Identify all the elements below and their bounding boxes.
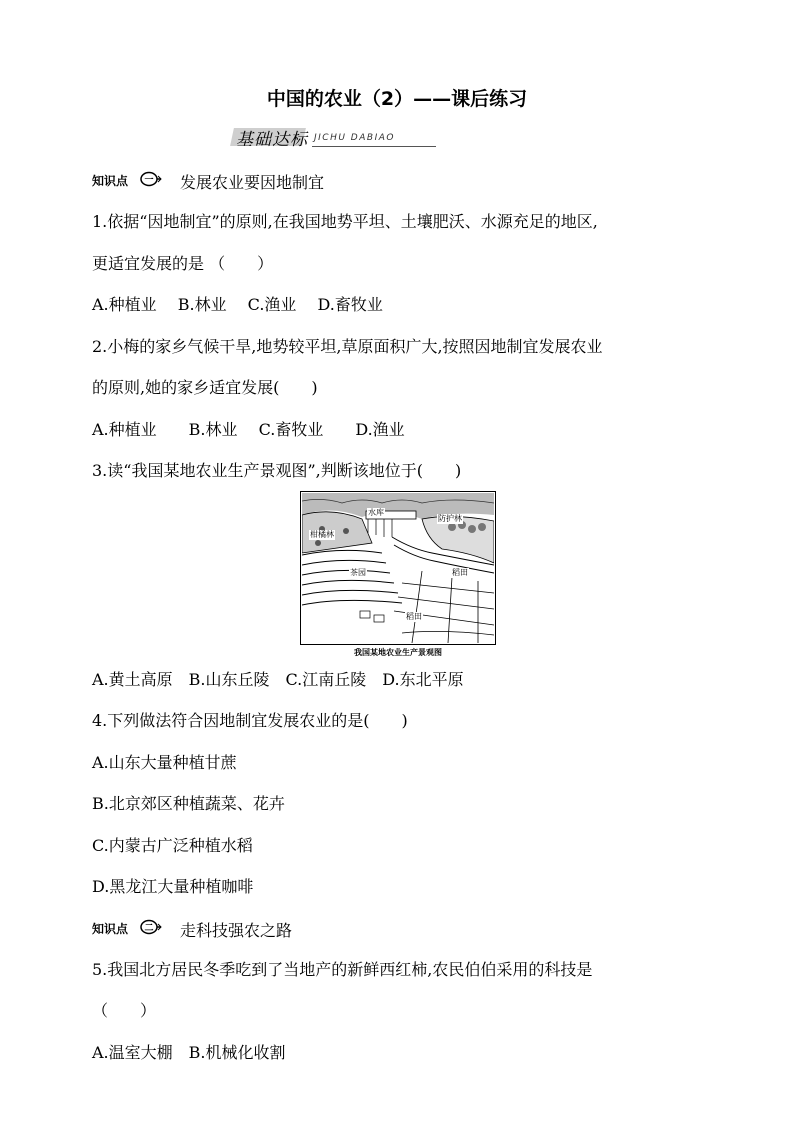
label-orange-grove: 柑橘林 [310,530,334,539]
kp-badge-icon [140,171,162,187]
q4-option-c: C.内蒙古广泛种植水稻 [92,836,253,855]
q2-options: A.种植业 B.林业 C.畜牧业 D.渔业 [92,420,405,439]
kp-badge-icon [140,919,162,935]
q4-option-b: B.北京郊区种植蔬菜、花卉 [92,794,285,813]
kp-badge-number: 二 [144,923,154,934]
q3-options: A.黄土高原 B.山东丘陵 C.江南丘陵 D.东北平原 [92,670,464,689]
landscape-figure [300,491,496,660]
label-paddy-1: 稻田 [452,568,468,577]
knowledge-point-2 [92,918,452,940]
label-paddy-2: 稻田 [406,612,422,621]
label-tea-garden: 茶园 [350,568,366,577]
banner-title: 基础达标 [236,130,308,150]
q1-stem: 1.依据“因地制宜”的原则,在我国地势平坦、土壤肥沃、水源充足的地区, [92,212,598,231]
kp-title: 走科技强农之路 [180,921,293,940]
kp-label: 知识点 [92,922,129,936]
q4-stem: 4.下列做法符合因地制宜发展农业的是( ) [92,711,408,730]
q1-options: A.种植业 B.林业 C.渔业 D.畜牧业 [92,295,383,314]
figure-caption: 我国某地农业生产景观图 [354,648,442,657]
q5-stem: 5.我国北方居民冬季吃到了当地产的新鲜西红柿,农民伯伯采用的科技是 [92,960,593,979]
q4-option-a: A.山东大量种植甘蔗 [92,753,237,772]
kp-badge-number: 一 [144,175,154,186]
banner-underline [312,146,436,147]
banner-subtitle: JICHU DABIAO [314,133,395,143]
q3-stem: 3.读“我国某地农业生产景观图”,判断该地位于( ) [92,461,462,480]
label-reservoir: 水库 [368,508,384,517]
q5-stem-cont: （ ） [92,1001,157,1020]
q2-stem: 2.小梅的家乡气候干旱,地势较平坦,草原面积广大,按照因地制宜发展农业 [92,337,603,356]
figure-frame [300,491,496,645]
q2-stem-cont: 的原则,她的家乡适宜发展( ) [92,378,318,397]
label-shelterbelt: 防护林 [438,514,462,523]
kp-label: 知识点 [92,174,129,188]
knowledge-point-1 [92,170,452,192]
section-banner [232,124,442,150]
q1-stem-cont: 更适宜发展的是 （ ） [92,254,274,273]
kp-title: 发展农业要因地制宜 [180,173,325,192]
q4-option-d: D.黑龙江大量种植咖啡 [92,877,254,896]
page-title: 中国的农业（2）——课后练习 [266,88,528,110]
q5-options: A.温室大棚 B.机械化收割 [92,1043,286,1062]
